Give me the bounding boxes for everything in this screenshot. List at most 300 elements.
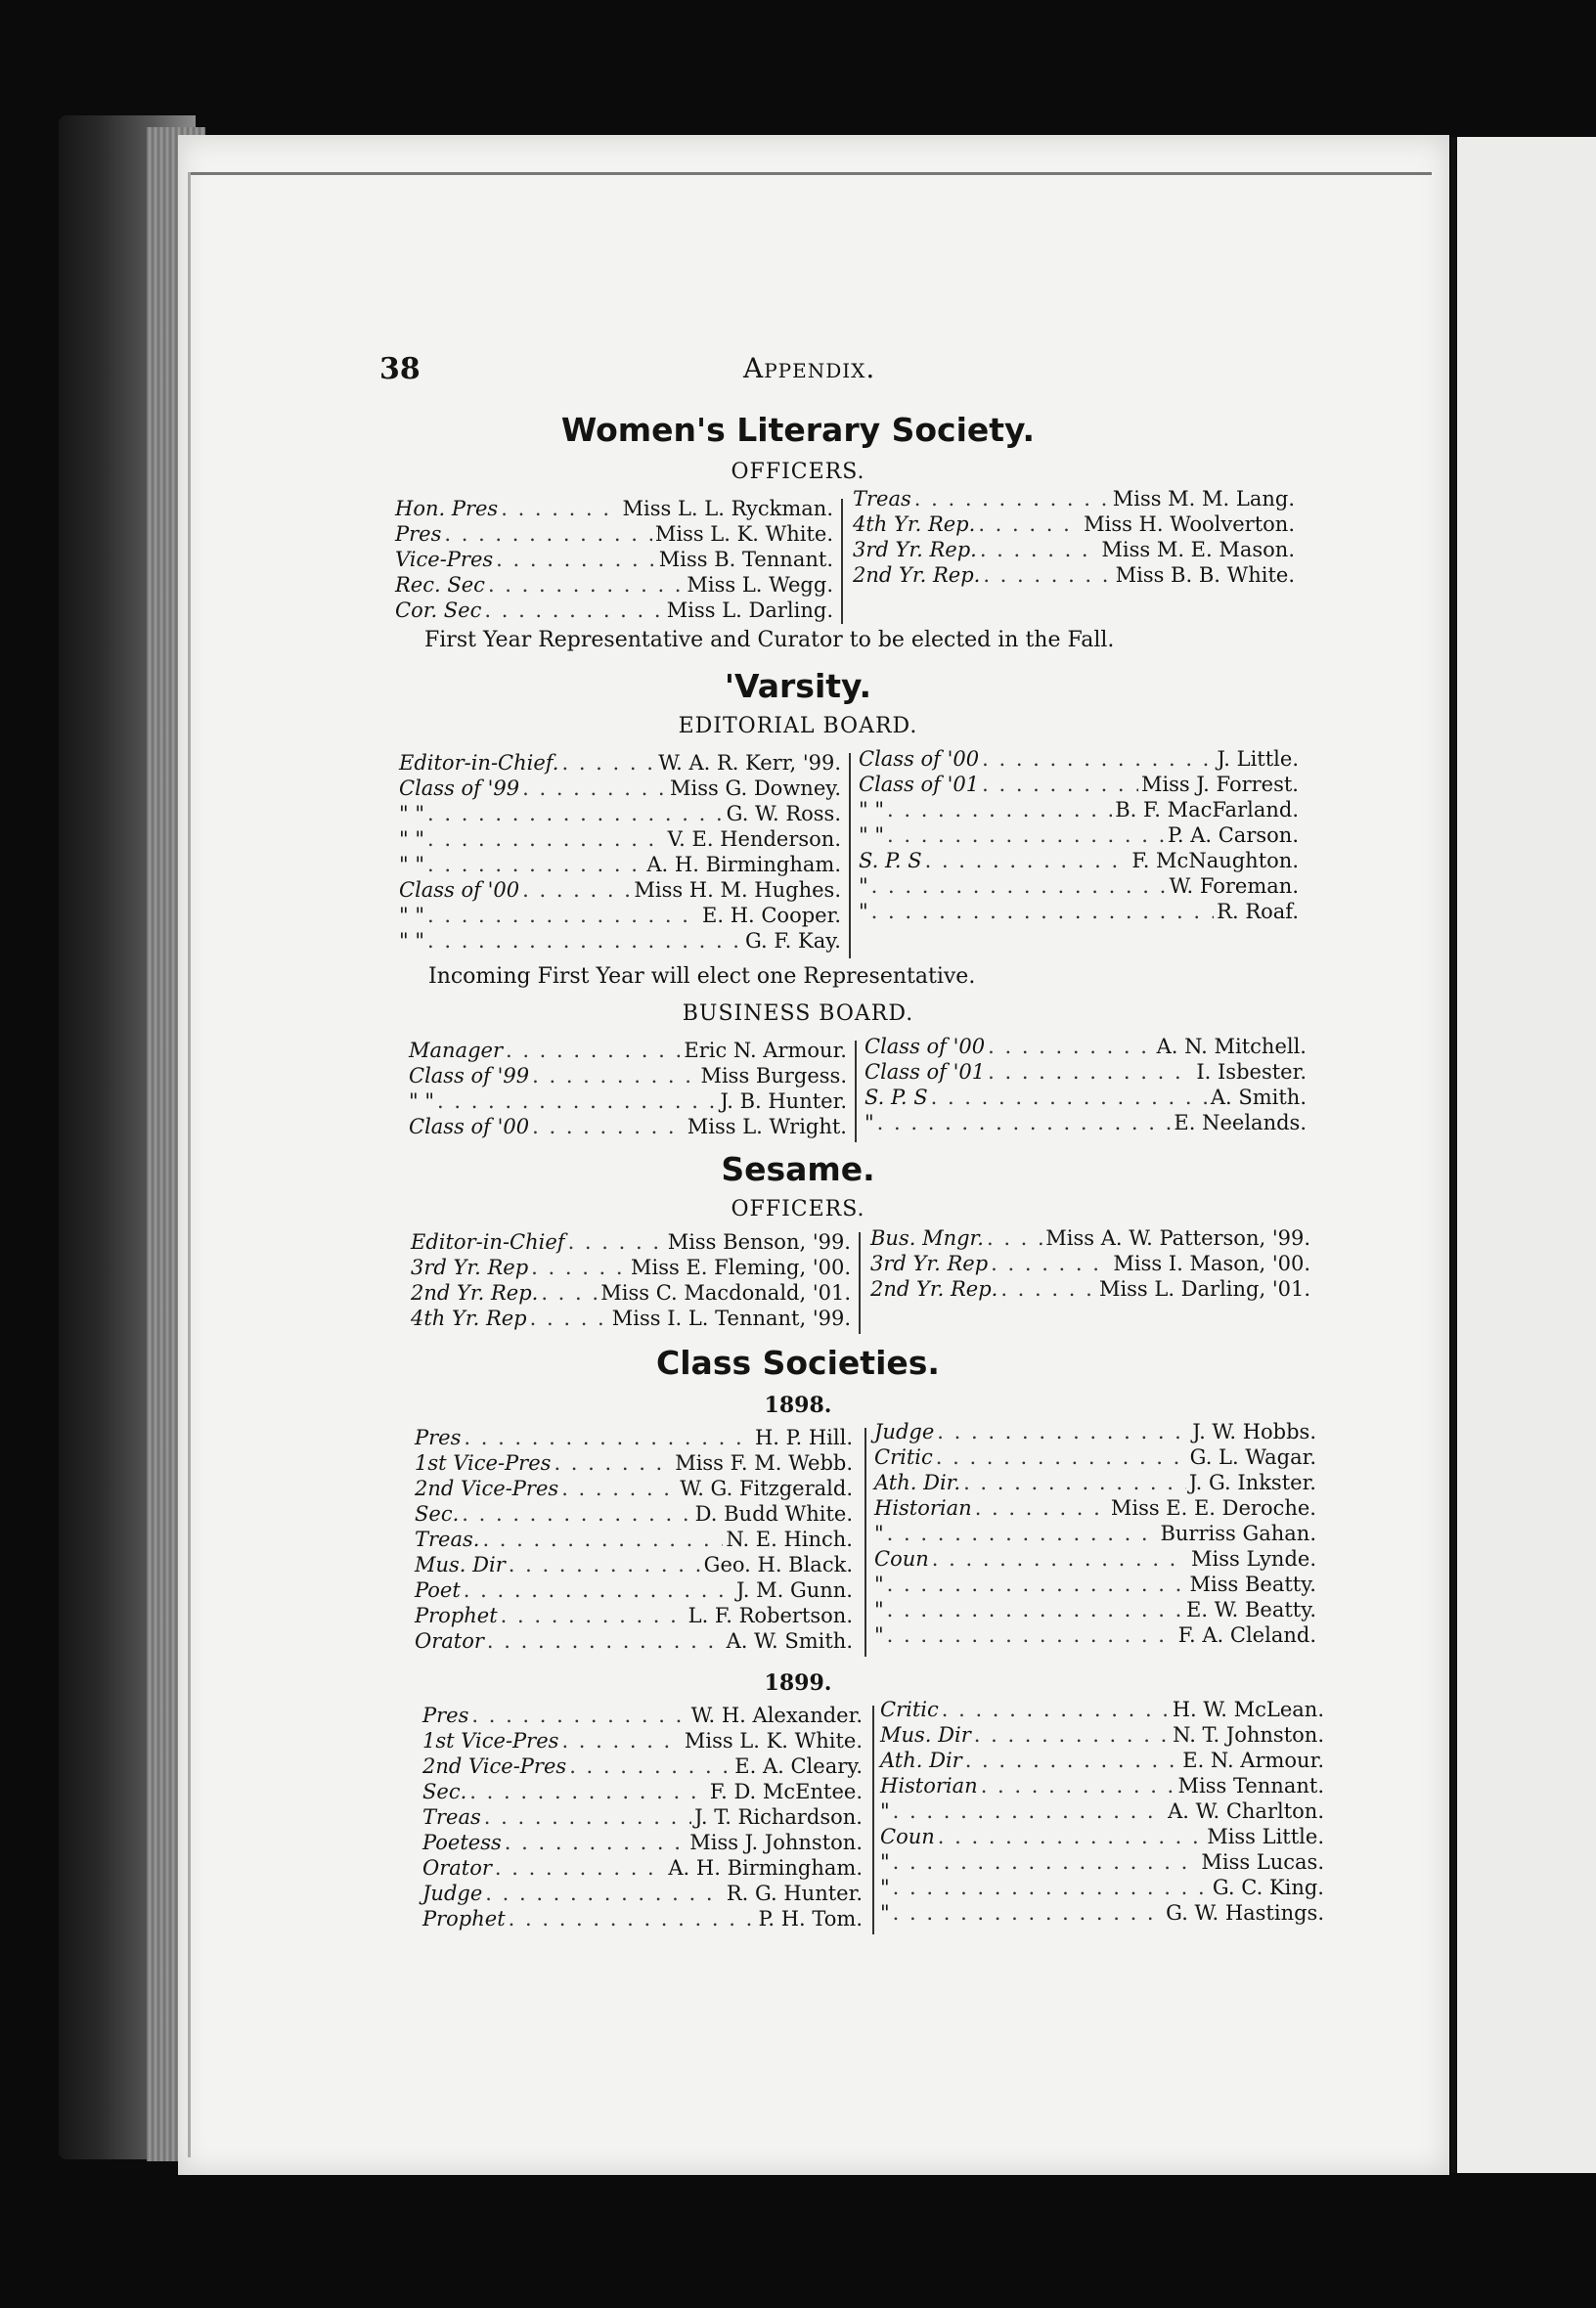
officer-entry (409, 1039, 847, 1064)
leader-dots (942, 1698, 1170, 1721)
office-title: Treas (422, 1805, 481, 1829)
office-title: Pres (415, 1426, 462, 1449)
officer-name: W. H. Alexander. (690, 1704, 863, 1727)
office-title: S. P. S (864, 1086, 928, 1109)
officer-name: Miss Benson, '99. (667, 1230, 851, 1254)
officer-entry (422, 1805, 863, 1831)
officer-name: J. W. Hobbs. (1192, 1420, 1316, 1443)
officer-entry (422, 1831, 863, 1856)
column-divider (859, 1232, 861, 1334)
officer-name: Miss Tennant. (1177, 1774, 1324, 1798)
officer-entry (880, 1799, 1324, 1825)
officer-entry (415, 1502, 853, 1528)
office-title: Ath. Dir (880, 1749, 962, 1772)
leader-dots (532, 1115, 685, 1138)
varsity-editorial-right (859, 747, 1299, 925)
leader-dots (983, 563, 1112, 587)
officer-name: W. G. Fitzgerald. (680, 1477, 853, 1500)
office-title: " " (399, 827, 424, 851)
officer-name: I. Isbester. (1196, 1060, 1307, 1084)
office-title: Treas. (415, 1528, 480, 1551)
office-title: 3rd Yr. Rep. (853, 538, 977, 561)
leader-dots (506, 1039, 681, 1062)
officer-name: H. W. McLean. (1172, 1698, 1324, 1721)
office-title: 4th Yr. Rep (411, 1307, 527, 1330)
officer-entry (399, 777, 841, 802)
officer-entry (411, 1230, 851, 1256)
officer-entry (859, 849, 1299, 874)
leader-dots (485, 1882, 724, 1905)
officer-entry (411, 1256, 851, 1281)
officer-entry (864, 1035, 1307, 1060)
officer-name: N. T. Johnston. (1173, 1723, 1324, 1747)
leader-dots (469, 1780, 707, 1803)
officer-name: Miss M. E. Mason. (1101, 538, 1295, 561)
officer-entry (422, 1856, 863, 1882)
office-title: 2nd Vice-Pres (415, 1477, 559, 1500)
leader-dots (437, 1089, 717, 1113)
office-title: Pres (395, 522, 442, 546)
office-title: Ath. Dir. (874, 1471, 961, 1494)
officer-entry (399, 878, 841, 904)
office-title: Pres (422, 1704, 469, 1727)
officer-name: A. W. Smith. (726, 1629, 853, 1653)
leader-dots (936, 1445, 1187, 1469)
leader-dots (893, 1799, 1165, 1823)
office-title: Sec. (415, 1502, 460, 1526)
column-divider (849, 753, 851, 958)
officer-name: Burriss Gahan. (1160, 1522, 1316, 1545)
officer-entry (399, 904, 841, 929)
leader-dots (980, 538, 1099, 561)
officer-entry (399, 751, 841, 777)
officer-entry (859, 874, 1299, 900)
office-title: " (864, 1111, 874, 1134)
officer-name: N. E. Hinch. (726, 1528, 853, 1551)
office-title: Class of '00 (409, 1115, 530, 1138)
sesame-officers-heading: OFFICERS. (731, 1197, 865, 1221)
officer-entry (395, 573, 833, 599)
leader-dots (501, 497, 619, 520)
leader-dots (509, 1553, 701, 1576)
officer-name: R. Roaf. (1217, 900, 1299, 923)
column-divider (864, 1428, 866, 1657)
leader-dots (495, 1856, 665, 1880)
leader-dots (427, 929, 742, 953)
leader-dots (427, 827, 665, 851)
office-title: Coun (880, 1825, 935, 1848)
officer-entry (870, 1226, 1310, 1252)
office-title: Cor. Sec (395, 599, 482, 622)
leader-dots (925, 849, 1130, 872)
officer-entry (422, 1704, 863, 1729)
office-title: " (874, 1623, 884, 1647)
office-title: Editor-in-Chief (411, 1230, 565, 1254)
running-head: Appendix. (743, 352, 876, 384)
leader-dots (938, 1825, 1204, 1848)
officer-name: Geo. H. Black. (703, 1553, 853, 1576)
officer-entry (411, 1307, 851, 1332)
office-title: Sec. (422, 1780, 467, 1803)
officer-entry (880, 1901, 1324, 1927)
officer-entry (399, 929, 841, 954)
womens-officers-left (395, 497, 833, 624)
officer-entry (422, 1754, 863, 1780)
officer-name: E. A. Cleary. (734, 1754, 863, 1778)
officer-name: Miss B. B. White. (1115, 563, 1295, 587)
leader-dots (487, 1629, 724, 1653)
officer-name: J. T. Richardson. (694, 1805, 863, 1829)
leader-dots (484, 1805, 691, 1829)
office-title: " (880, 1876, 890, 1899)
office-title: " (880, 1799, 890, 1823)
officer-name: Miss J. Forrest. (1140, 773, 1299, 796)
office-title: Class of '99 (409, 1064, 530, 1087)
officer-name: Miss M. M. Lang. (1112, 487, 1295, 510)
leader-dots (991, 1252, 1110, 1275)
officer-name: J. M. Gunn. (735, 1578, 853, 1602)
officer-name: A. H. Birmingham. (646, 853, 841, 876)
leader-dots (887, 1623, 1175, 1647)
leader-dots (988, 1035, 1153, 1058)
officer-entry (422, 1907, 863, 1932)
leader-dots (561, 751, 655, 775)
leader-dots (554, 1451, 672, 1475)
leader-dots (568, 1230, 665, 1254)
office-title: Critic (880, 1698, 939, 1721)
office-title: Class of '00 (859, 747, 980, 771)
leader-dots (427, 904, 699, 927)
leader-dots (987, 1226, 1042, 1250)
office-title: 2nd Yr. Rep. (411, 1281, 539, 1305)
column-divider (841, 499, 843, 624)
office-title: " " (399, 853, 424, 876)
officer-entry (880, 1825, 1324, 1850)
officer-name: J. Little. (1217, 747, 1299, 771)
year-1899-heading: 1899. (764, 1670, 832, 1696)
office-title: " (880, 1901, 890, 1925)
officer-name: E. Neelands. (1174, 1111, 1307, 1134)
officer-entry (409, 1064, 847, 1089)
sesame-officers-right (870, 1226, 1310, 1303)
officer-entry (874, 1420, 1316, 1445)
section-title-class-societies: Class Societies. (656, 1344, 940, 1382)
office-title: Class of '01 (859, 773, 980, 796)
officer-name: L. F. Robertson. (687, 1604, 853, 1627)
officer-entry (422, 1729, 863, 1754)
leader-dots (893, 1876, 1210, 1899)
officer-entry (853, 538, 1295, 563)
office-title: 2nd Yr. Rep. (870, 1277, 998, 1301)
officer-entry (874, 1623, 1316, 1649)
officer-entry (411, 1281, 851, 1307)
officer-entry (415, 1477, 853, 1502)
office-title: Mus. Dir (415, 1553, 506, 1576)
officer-name: Miss Beatty. (1189, 1573, 1316, 1596)
officer-name: Miss L. L. Ryckman. (622, 497, 833, 520)
office-title: Poetess (422, 1831, 502, 1854)
officer-entry (415, 1426, 853, 1451)
varsity-business-right (864, 1035, 1307, 1136)
officer-name: J. B. Hunter. (720, 1089, 847, 1113)
office-title: Historian (880, 1774, 978, 1798)
officer-entry (395, 497, 833, 522)
leader-dots (877, 1111, 1172, 1134)
office-title: Class of '00 (399, 878, 520, 902)
leader-dots (501, 1604, 686, 1627)
office-title: " " (399, 904, 424, 927)
office-title: " (859, 874, 868, 898)
officer-entry (415, 1578, 853, 1604)
office-title: " " (859, 798, 884, 821)
varsity-editorial-heading: EDITORIAL BOARD. (678, 714, 918, 738)
leader-dots (522, 878, 631, 902)
office-title: Class of '99 (399, 777, 520, 800)
leader-dots (974, 1723, 1170, 1747)
leader-dots (887, 798, 1112, 821)
varsity-business-heading: BUSINESS BOARD. (682, 1001, 914, 1026)
officer-name: Miss I. L. Tennant, '99. (611, 1307, 851, 1330)
office-title: Manager (409, 1039, 503, 1062)
office-title: " (874, 1573, 884, 1596)
office-title: Rec. Sec (395, 573, 485, 597)
leader-dots (444, 522, 651, 546)
officer-name: P. A. Carson. (1168, 823, 1299, 847)
officer-entry (870, 1252, 1310, 1277)
officer-entry (399, 853, 841, 878)
leader-dots (427, 802, 724, 825)
officer-name: Miss G. Downey. (670, 777, 841, 800)
leader-dots (471, 1704, 687, 1727)
leader-dots (871, 900, 1214, 923)
officer-name: A. H. Birmingham. (668, 1856, 863, 1880)
leader-dots (893, 1901, 1164, 1925)
leader-dots (541, 1281, 598, 1305)
officer-entry (853, 563, 1295, 589)
officer-entry (415, 1629, 853, 1655)
officer-name: Miss F. M. Webb. (675, 1451, 853, 1475)
leader-dots (505, 1831, 687, 1854)
varsity-editorial-note: Incoming First Year will elect one Representative. (428, 964, 976, 989)
officer-name: E. W. Beatty. (1186, 1598, 1316, 1621)
leader-dots (496, 548, 656, 571)
office-title: Prophet (415, 1604, 498, 1627)
leader-dots (982, 747, 1214, 771)
officer-entry (415, 1451, 853, 1477)
leader-dots (482, 1528, 723, 1551)
leader-dots (532, 1064, 697, 1087)
office-title: 1st Vice-Pres (422, 1729, 559, 1753)
officer-entry (880, 1876, 1324, 1901)
officer-entry (415, 1604, 853, 1629)
officer-name: R. G. Hunter. (726, 1882, 863, 1905)
officer-entry (399, 827, 841, 853)
officer-name: J. G. Inkster. (1188, 1471, 1316, 1494)
officer-name: G. W. Hastings. (1166, 1901, 1324, 1925)
office-title: Orator (415, 1629, 484, 1653)
womens-officers-right (853, 487, 1295, 589)
officer-entry (859, 773, 1299, 798)
officer-entry (864, 1086, 1307, 1111)
class-1899-right (880, 1698, 1324, 1927)
officer-name: Miss E. E. Deroche. (1110, 1496, 1316, 1520)
leader-dots (887, 1573, 1187, 1596)
office-title: " " (399, 802, 424, 825)
office-title: Bus. Mngr. (870, 1226, 984, 1250)
leader-dots (975, 1496, 1108, 1520)
office-title: Class of '00 (864, 1035, 986, 1058)
office-title: Critic (874, 1445, 933, 1469)
officer-name: G. L. Wagar. (1189, 1445, 1316, 1469)
officer-entry (422, 1882, 863, 1907)
officer-entry (859, 747, 1299, 773)
officer-name: Miss C. Macdonald, '01. (600, 1281, 851, 1305)
leader-dots (932, 1547, 1188, 1571)
office-title: " " (859, 823, 884, 847)
officer-name: Miss L. Wegg. (687, 573, 833, 597)
officer-entry (874, 1547, 1316, 1573)
officer-name: Miss B. Tennant. (658, 548, 833, 571)
office-title: Class of '01 (864, 1060, 986, 1084)
office-title: 3rd Yr. Rep (870, 1252, 989, 1275)
leader-dots (561, 1729, 681, 1753)
officer-name: H. P. Hill. (754, 1426, 853, 1449)
leader-dots (530, 1307, 609, 1330)
leader-dots (522, 777, 667, 800)
officer-entry (859, 900, 1299, 925)
officer-entry (874, 1471, 1316, 1496)
officer-name: E. N. Armour. (1182, 1749, 1324, 1772)
officer-name: P. H. Tom. (758, 1907, 863, 1931)
officer-entry (864, 1060, 1307, 1086)
officer-entry (859, 798, 1299, 823)
leader-dots (569, 1754, 732, 1778)
officer-name: Miss H. M. Hughes. (634, 878, 841, 902)
officer-name: Miss H. Woolverton. (1084, 512, 1295, 536)
officer-name: G. C. King. (1212, 1876, 1324, 1899)
leader-dots (931, 1086, 1208, 1109)
officer-name: B. F. MacFarland. (1115, 798, 1299, 821)
top-border-rule (190, 172, 1432, 175)
office-title: Treas (853, 487, 911, 510)
office-title: " " (399, 929, 424, 953)
officer-entry (874, 1573, 1316, 1598)
leader-dots (561, 1477, 677, 1500)
officer-entry (874, 1522, 1316, 1547)
leader-dots (965, 1749, 1180, 1772)
column-divider (872, 1706, 874, 1934)
leader-dots (462, 1502, 691, 1526)
officer-entry (864, 1111, 1307, 1136)
office-title: Mus. Dir (880, 1723, 971, 1747)
officer-entry (870, 1277, 1310, 1303)
leader-dots (981, 1774, 1175, 1798)
officer-name: F. McNaughton. (1131, 849, 1299, 872)
officer-entry (880, 1850, 1324, 1876)
womens-note: First Year Representative and Curator to be elected in the Fall. (424, 628, 1115, 652)
officer-name: A. Smith. (1210, 1086, 1307, 1109)
office-title: " (859, 900, 868, 923)
officer-name: Miss A. W. Patterson, '99. (1045, 1226, 1310, 1250)
leader-dots (464, 1578, 733, 1602)
officer-entry (422, 1780, 863, 1805)
office-title: S. P. S (859, 849, 922, 872)
office-title: Editor-in-Chief. (399, 751, 559, 775)
officer-name: G. W. Ross. (726, 802, 841, 825)
officer-name: Miss J. Johnston. (689, 1831, 863, 1854)
leader-dots (1000, 1277, 1096, 1301)
leader-dots (488, 573, 684, 597)
officer-entry (395, 522, 833, 548)
office-title: 2nd Yr. Rep. (853, 563, 981, 587)
officer-name: W. Foreman. (1169, 874, 1299, 898)
leader-dots (937, 1420, 1189, 1443)
officer-entry (874, 1496, 1316, 1522)
leader-dots (988, 1060, 1193, 1084)
office-title: Prophet (422, 1907, 506, 1931)
officer-entry (859, 823, 1299, 849)
class-1898-left (415, 1426, 853, 1655)
section-title-womens-literary-society: Women's Literary Society. (560, 411, 1036, 449)
officer-entry (874, 1445, 1316, 1471)
leader-dots (871, 874, 1167, 898)
section-title-varsity: 'Varsity. (724, 667, 872, 705)
class-1899-left (422, 1704, 863, 1932)
officer-entry (880, 1749, 1324, 1774)
office-title: 2nd Vice-Pres (422, 1754, 567, 1778)
officer-name: W. A. R. Kerr, '99. (658, 751, 841, 775)
officer-entry (853, 512, 1295, 538)
officer-name: F. A. Cleland. (1177, 1623, 1316, 1647)
officer-entry (409, 1115, 847, 1140)
leader-dots (887, 1598, 1183, 1621)
officer-name: E. H. Cooper. (702, 904, 841, 927)
officer-entry (395, 548, 833, 573)
officer-name: Miss L. K. White. (654, 522, 833, 546)
office-title: Vice-Pres (395, 548, 494, 571)
office-title: " (880, 1850, 890, 1874)
year-1898-heading: 1898. (764, 1393, 832, 1418)
office-title: Historian (874, 1496, 972, 1520)
officer-name: Miss Lucas. (1201, 1850, 1324, 1874)
officer-name: V. E. Henderson. (667, 827, 841, 851)
womens-officers-heading: OFFICERS. (731, 460, 865, 484)
office-title: Coun (874, 1547, 929, 1571)
officer-entry (415, 1553, 853, 1578)
officer-name: Miss L. Darling, '01. (1098, 1277, 1310, 1301)
sesame-officers-left (411, 1230, 851, 1332)
varsity-editorial-left (399, 751, 841, 954)
officer-entry (874, 1598, 1316, 1623)
officer-name: Miss L. Darling. (666, 599, 833, 622)
office-title: 4th Yr. Rep. (853, 512, 976, 536)
office-title: 1st Vice-Pres (415, 1451, 552, 1475)
officer-entry (880, 1698, 1324, 1723)
officer-entry (853, 487, 1295, 512)
class-1898-right (874, 1420, 1316, 1649)
officer-entry (399, 802, 841, 827)
leader-dots (509, 1907, 756, 1931)
office-title: " " (409, 1089, 434, 1113)
leader-dots (982, 773, 1138, 796)
officer-name: Eric N. Armour. (684, 1039, 847, 1062)
column-divider (855, 1041, 857, 1142)
officer-name: D. Budd White. (694, 1502, 853, 1526)
officer-entry (395, 599, 833, 624)
officer-name: Miss I. Mason, '00. (1113, 1252, 1310, 1275)
leader-dots (887, 1522, 1158, 1545)
leader-dots (531, 1256, 628, 1279)
